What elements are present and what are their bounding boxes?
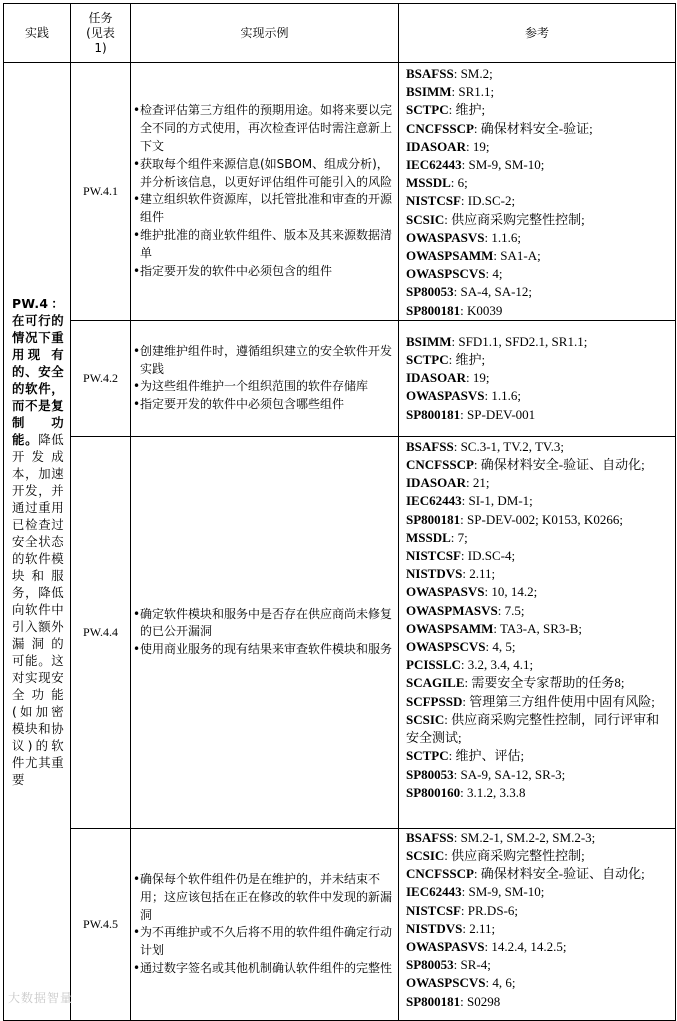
reference-entry: CNCFSSCP: 确保材料安全-验证; <box>406 120 593 136</box>
example-list <box>133 343 394 414</box>
table-row <box>4 436 676 828</box>
example-list <box>133 102 394 280</box>
reference-entry: SCTPC: 维护; <box>406 352 486 368</box>
practice-id: PW.4： <box>12 295 64 311</box>
example-cell <box>131 828 399 1020</box>
reference-entry: IDASOAR: 21; <box>406 475 490 491</box>
practice-title: 在可行的情况下重用现 有的、安全的软件，而不是复制 功能。 <box>12 312 64 447</box>
reference-entry: MSSDL: 6; <box>406 175 468 191</box>
reference-entry: OWASPSCVS: 4, 5; <box>406 639 516 655</box>
list-item: • 为这些组件维护一个组织范围的软件存储库 <box>133 378 394 396</box>
header-example: 实现示例 <box>131 4 399 63</box>
reference-entry: MSSDL: 7; <box>406 529 468 545</box>
task-id: PW.4.5 <box>71 828 131 1020</box>
reference-entry: SCFPSSD: 管理第三方组件使用中固有风险; <box>406 693 655 709</box>
reference-entry: SCAGILE: 需要安全专家帮助的任务8; <box>406 675 625 691</box>
reference-entry: NISTDVS: 2.11; <box>406 566 496 582</box>
reference-entry: PCISSLC: 3.2, 3.4, 4.1; <box>406 657 534 673</box>
reference-entry: SP800181: SP-DEV-002; K0153, K0266; <box>406 511 623 527</box>
reference-entry: NISTCSF: PR.DS-6; <box>406 902 518 918</box>
ssdf-practice-table <box>3 3 676 1021</box>
reference-entry: SP800160: 3.1.2, 3.3.8 <box>406 784 526 800</box>
reference-entry: SP800181: K0039 <box>406 302 503 318</box>
reference-entry: IEC62443: SM-9, SM-10; <box>406 884 545 900</box>
table-row <box>4 63 676 321</box>
reference-entry: OWASPMASVS: 7.5; <box>406 602 525 618</box>
reference-entry: SP800181: SP-DEV-001 <box>406 406 536 422</box>
reference-entry: OWASPSCVS: 4, 6; <box>406 975 516 991</box>
table-row <box>4 320 676 436</box>
example-cell <box>131 320 399 436</box>
example-list <box>133 871 394 978</box>
header-reference: 参考 <box>399 4 676 63</box>
list-item: • 维护批准的商业软件组件、版本及其来源数据清单 <box>133 227 394 263</box>
reference-entry: OWASPSAMM: TA3-A, SR3-B; <box>406 620 583 636</box>
table-row <box>4 828 676 1020</box>
list-item: • 获取每个组件来源信息(如SBOM、组成分析)，并分析该信息，以更好评估组件可能引入的风险 <box>133 156 394 192</box>
watermark: 大数据智量 <box>8 991 74 1005</box>
reference-entry: SP80053: SR-4; <box>406 957 491 973</box>
header-practice: 实践 <box>4 4 71 63</box>
example-list <box>133 606 394 659</box>
practice-cell <box>4 63 74 1021</box>
task-id: PW.4.1 <box>71 63 131 321</box>
list-item: • 建立组织软件资源库，以托管批准和审查的开源组件 <box>133 191 394 227</box>
reference-entry: NISTCSF: ID.SC-2; <box>406 193 516 209</box>
reference-entry: BSAFSS: SC.3-1, TV.2, TV.3; <box>406 438 564 454</box>
reference-entry: OWASPASVS: 1.1.6; <box>406 229 521 245</box>
list-item: • 确保每个软件组件仍是在维护的，并未结束不用；这应该包括在正在修改的软件中发现的新漏洞 <box>133 871 394 924</box>
reference-entry: SCTPC: 维护; <box>406 102 486 118</box>
reference-entry: NISTDVS: 2.11; <box>406 920 496 936</box>
reference-entry: NISTCSF: ID.SC-4; <box>406 548 516 564</box>
reference-entry: OWASPASVS: 1.1.6; <box>406 388 521 404</box>
task-id: PW.4.2 <box>71 320 131 436</box>
reference-entry: IDASOAR: 19; <box>406 370 490 386</box>
list-item: • 创建维护组件时，遵循组织建立的安全软件开发实践 <box>133 343 394 379</box>
reference-entry: CNCFSSCP: 确保材料安全-验证、自动化; <box>406 457 645 473</box>
reference-cell <box>399 828 676 1020</box>
example-cell <box>131 63 399 321</box>
reference-entry: SP80053: SA-9, SA-12, SR-3; <box>406 766 566 782</box>
reference-entry: OWASPASVS: 14.2.4, 14.2.5; <box>406 939 567 955</box>
reference-entry: BSIMM: SFD1.1, SFD2.1, SR1.1; <box>406 333 588 349</box>
reference-entry: BSAFSS: SM.2-1, SM.2-2, SM.2-3; <box>406 829 596 845</box>
reference-cell <box>399 63 676 321</box>
header-task: 任务 (见表 1) <box>71 4 131 63</box>
list-item: • 为不再维护或不久后将不用的软件组件确定行动计划 <box>133 924 394 960</box>
reference-entry: SCSIC: 供应商采购完整性控制，同行评审和安全测试; <box>406 711 660 746</box>
reference-cell <box>399 320 676 436</box>
reference-cell <box>399 436 676 828</box>
list-item: • 使用商业服务的现有结果来审查软件模块和服务 <box>133 641 394 659</box>
reference-entry: IEC62443: SI-1, DM-1; <box>406 493 533 509</box>
reference-entry: SP80053: SA-4, SA-12; <box>406 284 533 300</box>
list-item: • 指定要开发的软件中必须包含哪些组件 <box>133 396 394 414</box>
reference-entry: SP800181: S0298 <box>406 993 501 1009</box>
list-item: • 指定要开发的软件中必须包含的组件 <box>133 263 394 281</box>
reference-entry: BSAFSS: SM.2; <box>406 66 493 81</box>
reference-entry: BSIMM: SR1.1; <box>406 84 495 100</box>
task-id: PW.4.4 <box>71 436 131 828</box>
reference-entry: IEC62443: SM-9, SM-10; <box>406 157 545 173</box>
reference-entry: OWASPASVS: 10, 14.2; <box>406 584 538 600</box>
reference-entry: OWASPSAMM: SA1-A; <box>406 248 541 264</box>
reference-entry: SCSIC: 供应商采购完整性控制; <box>406 211 585 227</box>
practice-description: 降低开发成本，加速开发，并通过重用已检查过安全状态的软件模块和服务，降低向软件中引入额外漏洞的 可能。这对实现安全功能(如加密模块和协议)的软件尤其重要 <box>12 431 64 787</box>
reference-entry: OWASPSCVS: 4; <box>406 266 503 282</box>
table-header-row <box>4 4 676 63</box>
list-item: • 检查评估第三方组件的预期用途。如将来要以完全不同的方式使用，再次检查评估时需注意新上下文 <box>133 102 394 155</box>
list-item: • 通过数字签名或其他机制确认软件组件的完整性 <box>133 960 394 978</box>
reference-entry: IDASOAR: 19; <box>406 138 490 154</box>
example-cell <box>131 436 399 828</box>
reference-entry: CNCFSSCP: 确保材料安全-验证、自动化; <box>406 866 645 882</box>
reference-entry: SCSIC: 供应商采购完整性控制; <box>406 848 585 864</box>
list-item: • 确定软件模块和服务中是否存在供应商尚未修复的已公开漏洞 <box>133 606 394 642</box>
reference-entry: SCTPC: 维护、评估; <box>406 748 525 764</box>
